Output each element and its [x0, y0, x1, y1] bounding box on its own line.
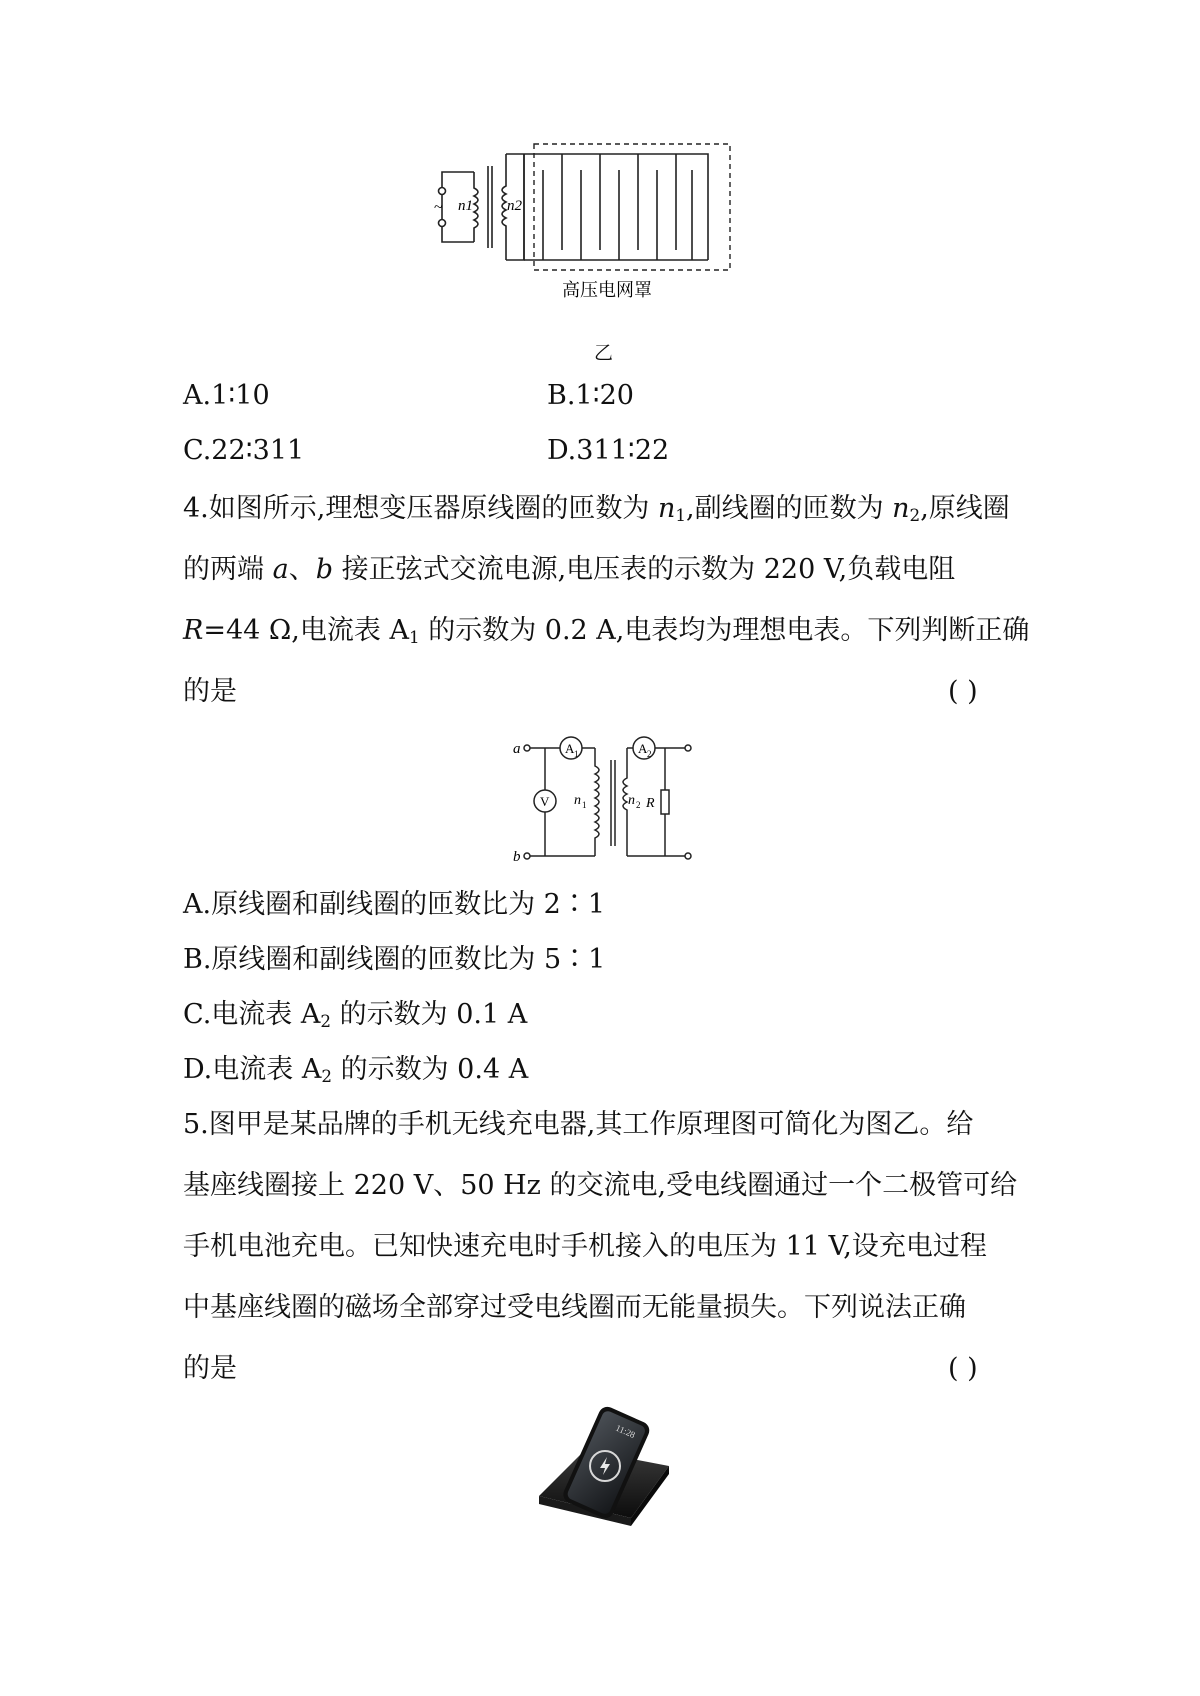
q4-option-a[interactable]: A.原线圈和副线圈的匝数比为 2∶1 [183, 889, 606, 920]
q3-option-b[interactable]: B.1∶20 [547, 380, 634, 411]
resistor-r-label: R [646, 796, 655, 811]
ammeter-a1-label: A [565, 741, 575, 756]
terminal-a-label: a [513, 741, 521, 757]
q4-option-d[interactable]: D.电流表 $A_2$ 的示数为 0.4 A [183, 1054, 529, 1087]
q5-stem-line2: 基座线圈接上 220 V、50 Hz 的交流电,受电线圈通过一个二极管可给 [183, 1170, 1018, 1201]
voltmeter-label: V [540, 794, 550, 809]
ac-source-symbol: ~ [434, 199, 443, 216]
q4-stem-line4: 的是 [183, 676, 237, 707]
q5-stem-line1: 5.图甲是某品牌的手机无线充电器,其工作原理图可简化为图乙。给 [183, 1109, 974, 1140]
svg-text:2: 2 [636, 800, 641, 810]
q3-option-a[interactable]: A.1∶10 [183, 380, 270, 411]
phone-clock-text: 11:28 [614, 1422, 637, 1441]
figure-yi-transformer-grid [434, 140, 750, 350]
q4-circuit-diagram [515, 730, 695, 865]
q3-option-d[interactable]: D.311∶22 [547, 435, 670, 466]
wireless-charger-phone-image [535, 1408, 675, 1528]
q4-stem-line2: 的两端 a、b 接正弦式交流电源,电压表的示数为 220 V,负载电阻 [183, 554, 956, 585]
q4-stem-line1: 4.如图所示,理想变压器原线圈的匝数为 $n_1$,副线圈的匝数为 $n_2$,原线圈 [183, 493, 1010, 526]
svg-text:1: 1 [574, 749, 579, 759]
coil-n1-label: n [574, 793, 581, 808]
grid-cover-label: 高压电网罩 [562, 280, 652, 300]
q4-answer-blank[interactable]: ( ) [948, 676, 978, 707]
q5-stem-line5: 的是 [183, 1353, 237, 1384]
coil-n2-label: n [628, 793, 635, 808]
q5-stem-line4: 中基座线圈的磁场全部穿过受电线圈而无能量损失。下列说法正确 [183, 1292, 966, 1323]
label-n1: n1 [458, 198, 473, 214]
label-n2: n2 [507, 198, 522, 214]
q5-answer-blank[interactable]: ( ) [948, 1353, 978, 1384]
q4-option-b[interactable]: B.原线圈和副线圈的匝数比为 5∶1 [183, 944, 606, 975]
svg-text:2: 2 [647, 749, 652, 759]
terminal-b-label: b [513, 849, 521, 865]
figure-caption-yi: 乙 [594, 342, 614, 364]
ammeter-a2-label: A [638, 741, 648, 756]
q3-option-c[interactable]: C.22∶311 [183, 435, 305, 466]
q5-stem-line3: 手机电池充电。已知快速充电时手机接入的电压为 11 V,设充电过程 [183, 1231, 987, 1262]
q4-option-c[interactable]: C.电流表 $A_2$ 的示数为 0.1 A [183, 999, 528, 1032]
svg-text:1: 1 [582, 800, 587, 810]
q4-stem-line3: R=44 Ω,电流表 $A_1$ 的示数为 0.2 A,电表均为理想电表。下列判断正确 [183, 615, 1030, 648]
